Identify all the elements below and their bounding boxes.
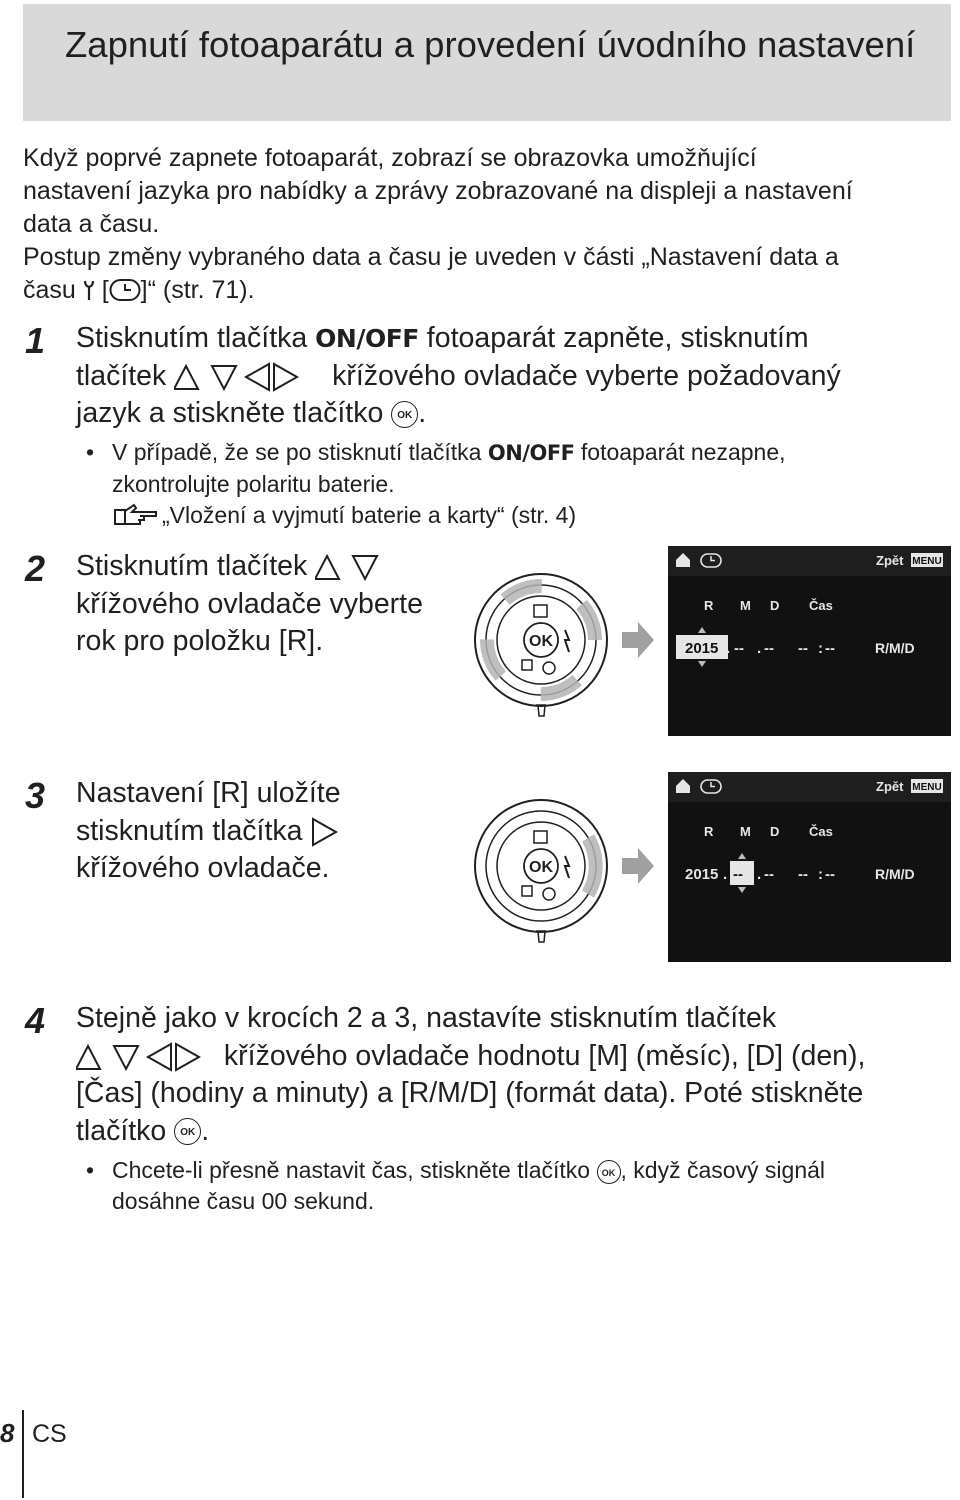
svg-text:D: D (770, 598, 780, 613)
svg-text:Zpět: Zpět (876, 779, 904, 794)
svg-text:R: R (704, 598, 714, 613)
camera-screen-2 (668, 772, 951, 962)
arrow-right-key-icon (310, 817, 338, 847)
ok-button-icon: OK (174, 1118, 201, 1145)
intro-line: času [ ]“ (str. 71). (23, 276, 255, 304)
footer-divider (22, 1410, 24, 1498)
arrow-right-icon (622, 848, 654, 884)
svg-text::: : (818, 640, 823, 657)
svg-text:M: M (740, 598, 751, 613)
step-number-3: 3 (25, 775, 46, 816)
svg-text:Čas: Čas (809, 598, 833, 613)
svg-text:Zpět: Zpět (876, 553, 904, 568)
bullet-dot: • (86, 1157, 95, 1183)
svg-text::: : (818, 866, 823, 883)
svg-text:.: . (723, 866, 728, 883)
camera-screen-1 (668, 546, 951, 736)
language-code: CS (32, 1420, 67, 1448)
up-down-keys-icon (315, 552, 385, 582)
reference-hand-icon (112, 502, 162, 528)
ok-button-icon: OK (391, 401, 418, 428)
intro-line: nastavení jazyka pro nabídky a zprávy zobrazované na displeji a nastavení (23, 177, 853, 205)
arrow-keys-icon (174, 362, 324, 392)
step-4-note: Chcete-li přesně nastavit čas, stiskněte tlačítko OK , když časový signál dosáhne času 00 sekund. (112, 1157, 826, 1214)
wrench-icon (83, 279, 95, 301)
clock-icon (109, 278, 141, 302)
svg-text:--: -- (733, 866, 743, 883)
title-banner (23, 4, 951, 121)
page-title: Zapnutí fotoaparátu a provedení úvodního nastavení (65, 24, 916, 65)
step-3-text: Nastavení [R] uložíte stisknutím tlačítka křížového ovladače. (76, 777, 341, 884)
svg-text:--: -- (798, 640, 808, 657)
arrow-keys-icon (76, 1042, 216, 1072)
svg-text:.: . (726, 640, 731, 657)
svg-text:--: -- (734, 640, 744, 657)
svg-text:2015: 2015 (685, 866, 719, 883)
svg-text:--: -- (764, 640, 774, 657)
step-number-2: 2 (25, 548, 46, 589)
svg-text:.: . (757, 640, 762, 657)
bullet-dot: • (86, 439, 95, 465)
onoff-label: ON/OFF (315, 324, 419, 353)
svg-text:--: -- (798, 866, 808, 883)
svg-text:MENU: MENU (912, 782, 942, 793)
svg-text:2015: 2015 (685, 640, 719, 657)
svg-text:--: -- (825, 866, 835, 883)
page-number: 8 (0, 1418, 15, 1448)
control-dial-up-down (470, 560, 620, 720)
svg-text:R: R (704, 824, 714, 839)
step-number-1: 1 (25, 320, 46, 361)
intro-line: data a času. (23, 210, 160, 238)
step-1-text: Stisknutím tlačítka ON/OFF fotoaparát zapněte, stisknutím tlačítek křížového ovladače vyberte požadovaný jazyk a stiskněte tlačítko OK . (76, 322, 841, 429)
step-4-text: Stejně jako v krocích 2 a 3, nastavíte stisknutím tlačítek křížového ovladače hodnotu [M] (měsíc), [D] (den), [Čas] (hodiny a minuty) a [R/M/D] (formát data). Poté stiskněte tlačítko OK . (76, 1002, 866, 1147)
ok-button-icon: OK (597, 1160, 621, 1184)
svg-text:.: . (757, 866, 762, 883)
svg-text:Čas: Čas (809, 824, 833, 839)
step-1-note: V případě, že se po stisknutí tlačítka ON/OFF fotoaparát nezapne, zkontrolujte polaritu baterie. „Vložení a vyjmutí baterie a karty“ (str. 4) (112, 439, 786, 528)
svg-text:--: -- (825, 640, 835, 657)
svg-text:R/M/D: R/M/D (875, 866, 915, 882)
intro-line: Když poprvé zapnete fotoaparát, zobrazí se obrazovka umožňující (23, 144, 757, 172)
svg-text:M: M (740, 824, 751, 839)
step-number-4: 4 (25, 1000, 46, 1041)
intro-paragraph (23, 142, 943, 307)
step-2-text: Stisknutím tlačítek křížového ovladače vyberte rok pro položku [R]. (76, 550, 423, 657)
svg-text:D: D (770, 824, 780, 839)
svg-text:MENU: MENU (912, 556, 942, 567)
intro-line: Postup změny vybraného data a času je uveden v části „Nastavení data a (23, 243, 839, 271)
control-dial-right (470, 786, 620, 946)
dial-ok-label: OK (529, 633, 553, 650)
svg-text:OK: OK (529, 859, 553, 876)
svg-text:--: -- (764, 866, 774, 883)
svg-text:R/M/D: R/M/D (875, 640, 915, 656)
arrow-right-icon (622, 622, 654, 658)
